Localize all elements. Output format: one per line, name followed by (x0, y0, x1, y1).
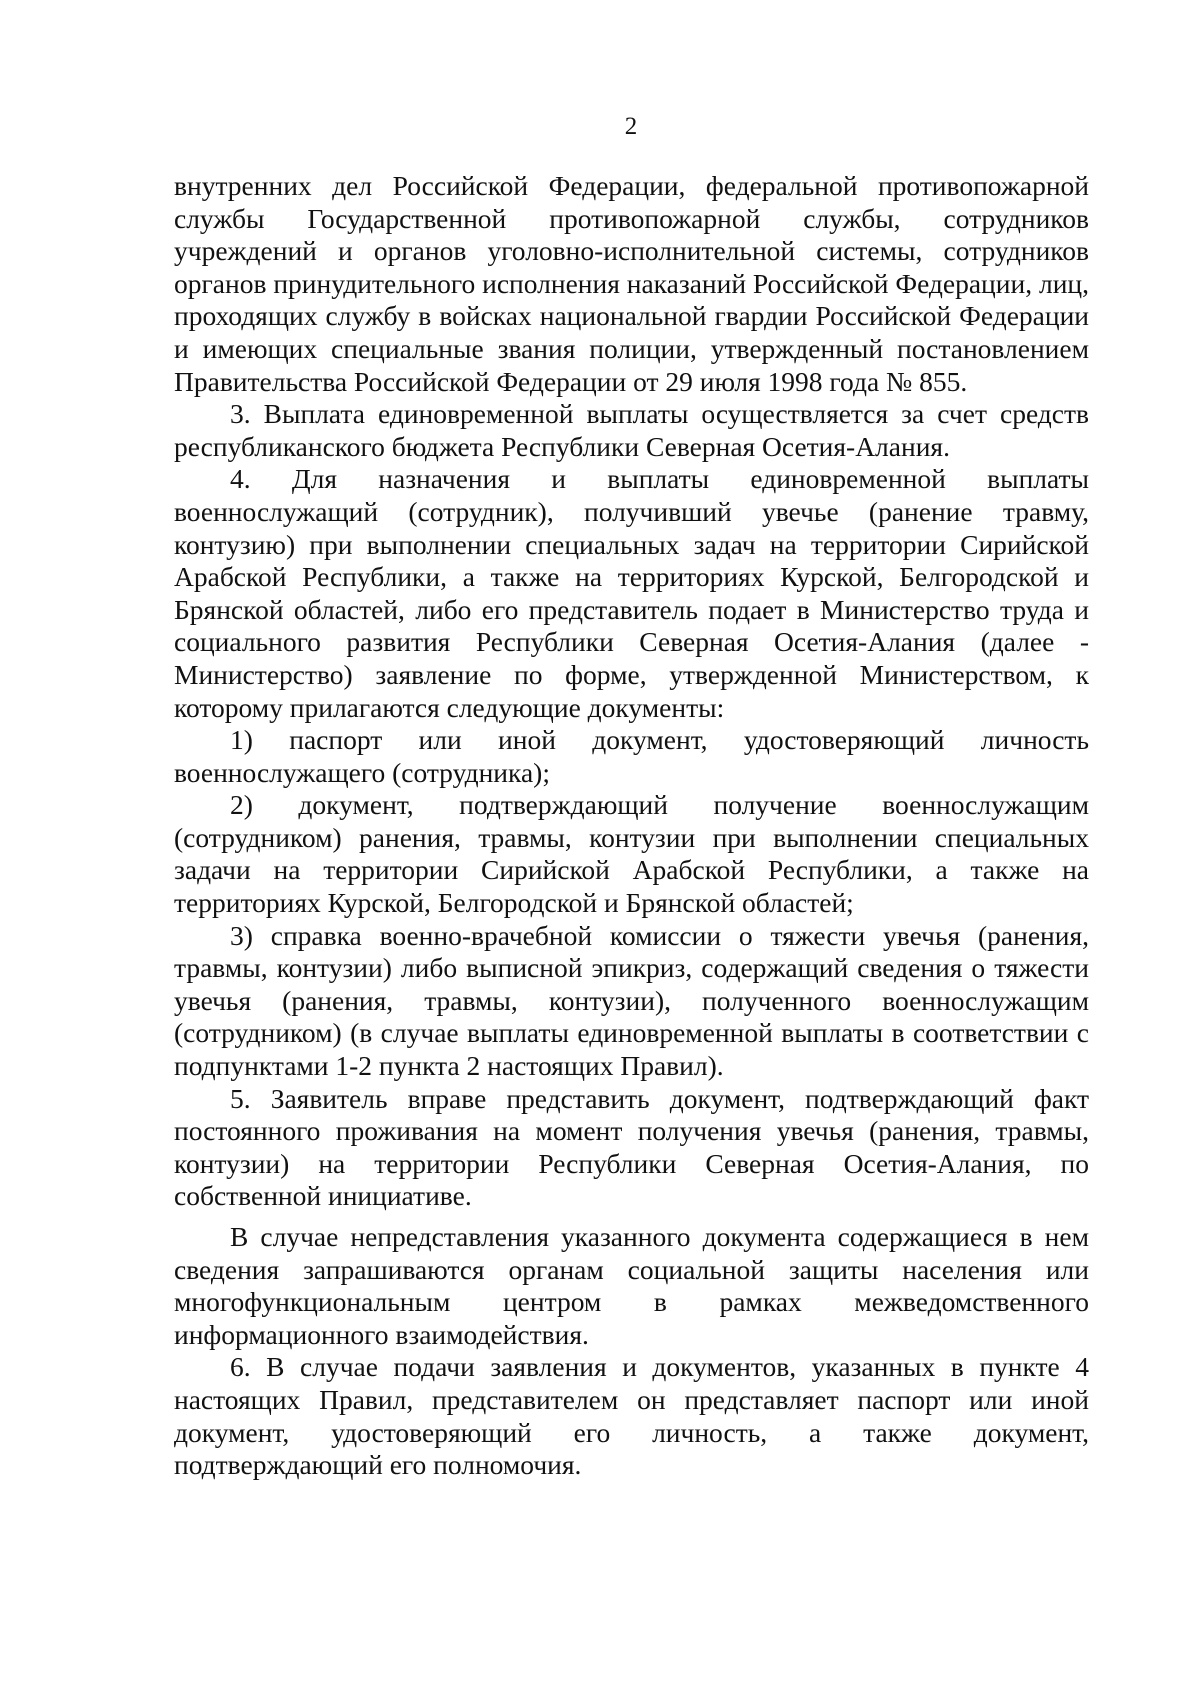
paragraph-item-2: 2) документ, подтверждающий получение военнослужащим (сотрудником) ранения, травмы, контузии при выполнении специальных задачи на территории Сирийской Арабской Республики, а также на территориях Курской, Белгородской и Брянской областей; (174, 789, 1089, 919)
paragraph-item-1: 1) паспорт или иной документ, удостоверяющий личность военнослужащего (сотрудника); (174, 724, 1089, 788)
paragraph-clause-3: 3. Выплата единовременной выплаты осуществляется за счет средств республиканского бюджета Республики Северная Осетия-Алания. (174, 398, 1089, 462)
page-number: 2 (624, 113, 638, 140)
paragraph-clause-5-continuation: В случае непредставления указанного документа содержащиеся в нем сведения запрашиваются органам социальной защиты населения или многофункциональным центром в рамках межведомственного информационного взаимодействия. (174, 1221, 1089, 1350)
paragraph-clause-4: 4. Для назначения и выплаты единовременной выплаты военнослужащий (сотрудник), получивший увечье (ранение травму, контузию) при выполнении специальных задач на территории Сирийской Арабской Республики, а также на территориях Курской, Белгородской и Брянской областей, либо его представитель подает в Министерство труда и социального развития Республики Северная Осетия-Алания (далее - Министерство) заявление по форме, утвержденной Министерством, к которому прилагаются следующие документы: (174, 463, 1089, 723)
paragraph-continuation: внутренних дел Российской Федерации, федеральной противопожарной службы Государственной противопожарной службы, сотрудников учреждений и органов уголовно-исполнительной системы, сотрудников органов принудительного исполнения наказаний Российской Федерации, лиц, проходящих службу в войсках национальной гвардии Российской Федерации и имеющих специальные звания полиции, утвержденный постановлением Правительства Российской Федерации от 29 июля 1998 года № 855. (174, 170, 1089, 397)
document-body (174, 170, 1089, 1482)
paragraph-clause-5: 5. Заявитель вправе представить документ, подтверждающий факт постоянного проживания на момент получения увечья (ранения, травмы, контузии) на территории Республики Северная Осетия-Алания, по собственной инициативе. (174, 1082, 1089, 1212)
paragraph-clause-6: 6. В случае подачи заявления и документов, указанных в пункте 4 настоящих Правил, представителем он представляет паспорт или иной документ, удостоверяющий его личность, а также документ, подтверждающий его полномочия. (174, 1351, 1089, 1481)
paragraph-item-3: 3) справка военно-врачебной комиссии о тяжести увечья (ранения, травмы, контузии) либо выписной эпикриз, содержащий сведения о тяжести увечья (ранения, травмы, контузии), полученного военнослужащим (сотрудником) (в случае выплаты единовременной выплаты в соответствии с подпунктами 1-2 пункта 2 настоящих Правил). (174, 919, 1089, 1082)
